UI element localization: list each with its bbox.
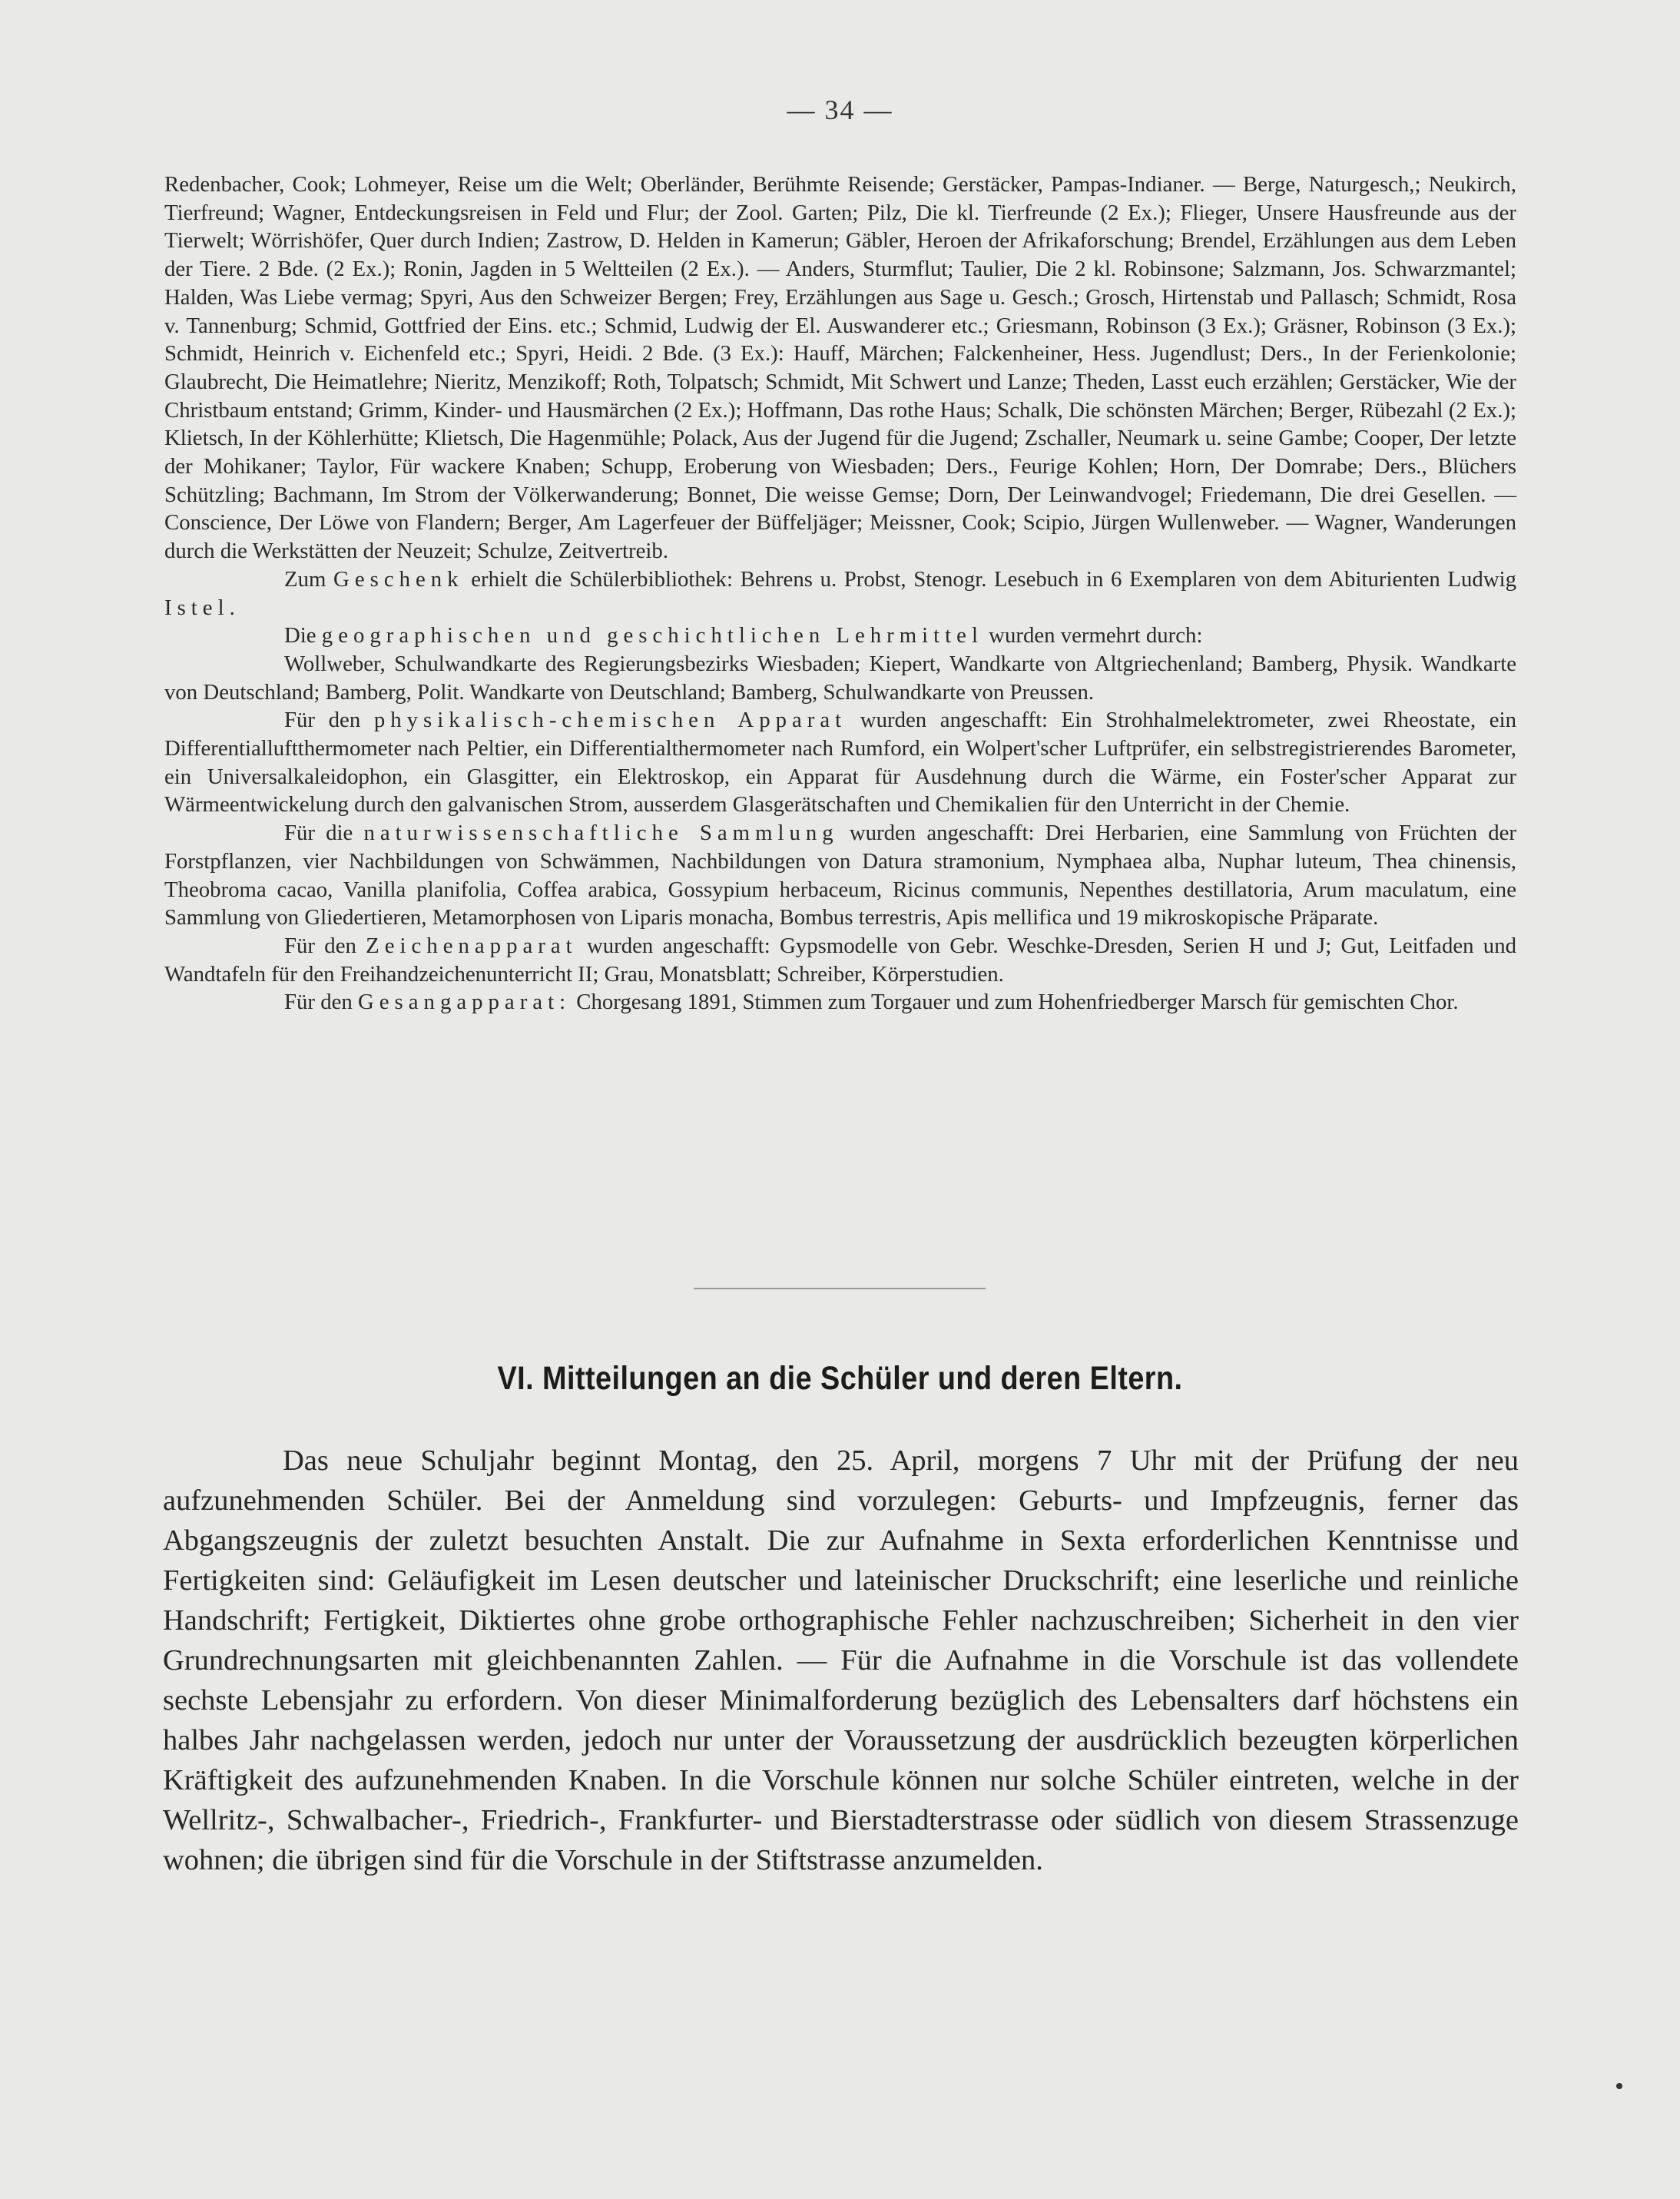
drawing-keyword: Zeichenapparat <box>366 933 578 958</box>
natural-science-keyword: naturwissenschaftliche Sammlung <box>363 821 839 846</box>
page-number: — 34 — <box>787 95 893 125</box>
singing-text: Chorgesang 1891, Stimmen zum Torgauer und zum Hohenfriedberger Marsch für gemischten Chor. <box>576 990 1459 1015</box>
geography-text: wurden vermehrt durch: <box>989 623 1203 648</box>
singing-intro: Für den <box>284 990 353 1015</box>
physics-keyword: physikalisch-chemischen Apparat <box>373 708 847 733</box>
singing-keyword: Gesangapparat: <box>357 990 572 1015</box>
geography-keyword: geographischen und geschichtlichen Lehrmittel <box>321 623 983 648</box>
print-speck <box>1616 2083 1622 2089</box>
maps-paragraph: Wollweber, Schulwandkarte des Regierungsbezirks Wiesbaden; Kiepert, Wandkarte von Altgriechenland; Bamberg, Physik. Wandkarte von Deutschland; Bamberg, Polit. Wandkarte von Deutschland; Bamberg, Schulwandkarte von Preussen. <box>164 651 1516 705</box>
physics-paragraph <box>164 706 1516 819</box>
gift-donor-name: Istel. <box>164 595 240 620</box>
singing-paragraph <box>164 988 1516 1017</box>
gift-paragraph <box>164 566 1516 622</box>
drawing-paragraph <box>164 932 1516 988</box>
geography-intro: Die <box>284 623 316 648</box>
physics-intro: Für den <box>284 708 361 733</box>
gift-keyword: Geschenk <box>333 566 464 592</box>
drawing-text: wurden angeschafft: Gypsmodelle von Gebr. Weschke-Dresden, Serien H und J; Gut, Leitfaden und Wandtafeln für den Freihandzeichenunterricht II; Grau, Monatsblatt; Schreiber, Körperstudien. <box>164 933 1517 987</box>
section-divider <box>694 1288 986 1289</box>
physics-text: wurden angeschafft: Ein Strohhalmelektrometer, zwei Rheostate, ein Differentialluftthermometer nach Peltier, ein Differentialthermometer nach Rumford, ein Wolpert'scher Luftprüfer, ein selbstregistrierendes Barometer, ein Universalkaleidophon, ein Glasgitter, ein Elektroskop, ein Apparat für Ausdehnung durch die Wärme, ein Foster'scher Apparat zur Wärmeentwickelung durch den galvanischen Strom, ausserdem Glasgerätschaften und Chemikalien für den Unterricht in der Chemie. <box>164 708 1516 818</box>
natural-science-text: wurden angeschafft: Drei Herbarien, eine Sammlung von Früchten der Forstpflanzen, vier Nachbildungen von Schwämmen, Nachbildungen von Datura stramonium, Nymphaea alba, Nuphar luteum, Thea chinensis, Theobroma cacao, Vanilla planifolia, Coffea arabica, Gossypium herbaceum, Ricinus communis, Nepenthes destillatoria, Arum maculatum, eine Sammlung von Gliedertieren, Metamorphosen von Liparis monacha, Bombus terrestris, Apis mellifica und 19 mikroskopische Präparate. <box>164 821 1517 930</box>
drawing-intro: Für den <box>284 933 356 958</box>
gift-intro: Zum <box>284 566 326 592</box>
geography-heading-paragraph <box>164 622 1516 650</box>
section-heading: VI. Mitteilungen an die Schüler und deren Eltern. <box>497 1360 1183 1397</box>
library-acquisitions-list <box>164 171 1516 1017</box>
section-body-paragraph: Das neue Schuljahr beginnt Montag, den 25. April, morgens 7 Uhr mit der Prüfung der neu aufzunehmenden Schüler. Bei der Anmeldung sind vorzulegen: Geburts- und Impfzeugnis, ferner das Abgangszeugnis der zuletzt besuchten Anstalt. Die zur Aufnahme in Sexta erforderlichen Kenntnisse und Fertigkeiten sind: Geläufigkeit im Lesen deutscher und lateinischer Druckschrift; eine leserliche und reinliche Handschrift; Fertigkeit, Diktiertes ohne grobe orthographische Fehler nachzuschreiben; Sicherheit in den vier Grundrechnungsarten mit gleichbenannten Zahlen. — Für die Aufnahme in die Vorschule ist das vollendete sechste Lebensjahr zu erfordern. Von dieser Minimalforderung bezüglich des Lebensalters darf höchstens ein halbes Jahr nachgelassen werden, jedoch nur unter der Voraussetzung der ausdrücklich bezeugten körperlichen Kräftigkeit des aufzunehmenden Knaben. In die Vorschule können nur solche Schüler eintreten, welche in der Wellritz-, Schwalbacher-, Friedrich-, Frankfurter- und Bierstadterstrasse oder südlich von diesem Strassenzuge wohnen; die übrigen sind für die Vorschule in der Stiftstrasse anzumelden. <box>163 1444 1519 1876</box>
natural-science-paragraph <box>164 819 1516 932</box>
natural-science-intro: Für die <box>284 821 353 846</box>
gift-text: erhielt die Schülerbibliothek: Behrens u. Probst, Stenogr. Lesebuch in 6 Exemplaren von dem Abiturienten Ludwig <box>471 566 1517 592</box>
book-list-paragraph: Redenbacher, Cook; Lohmeyer, Reise um die Welt; Oberländer, Berühmte Reisende; Gerstäcker, Pampas-Indianer. — Berge, Naturgesch,; Neukirch, Tierfreund; Wagner, Entdeckungsreisen in Feld und Flur; der Zool. Garten; Pilz, Die kl. Tierfreunde (2 Ex.); Flieger, Unsere Hausfreunde aus der Tierwelt; Wörrishöfer, Quer durch Indien; Zastrow, D. Helden in Kamerun; Gäbler, Heroen der Afrikaforschung; Brendel, Erzählungen aus dem Leben der Tiere. 2 Bde. (2 Ex.); Ronin, Jagden in 5 Weltteilen (2 Ex.). — Anders, Sturmflut; Taulier, Die 2 kl. Robinsone; Salzmann, Jos. Schwarzmantel; Halden, Was Liebe vermag; Spyri, Aus den Schweizer Bergen; Frey, Erzählungen aus Sage u. Gesch.; Grosch, Hirtenstab und Pallasch; Schmidt, Rosa v. Tannenburg; Schmid, Gottfried der Eins. etc.; Schmid, Ludwig der El. Auswanderer etc.; Griesmann, Robinson (3 Ex.); Gräsner, Robinson (3 Ex.); Schmidt, Heinrich v. Eichenfeld etc.; Spyri, Heidi. 2 Bde. (3 Ex.): Hauff, Märchen; Falckenheiner, Hess. Jugendlust; Ders., In der Ferienkolonie; Glaubrecht, Die Heimatlehre; Nieritz, Menzikoff; Roth, Tolpatsch; Schmidt, Mit Schwert und Lanze; Theden, Lasst euch erzählen; Gerstäcker, Wie der Christbaum entstand; Grimm, Kinder- und Hausmärchen (2 Ex.); Hoffmann, Das rothe Haus; Schalk, Die schönsten Märchen; Berger, Rübezahl (2 Ex.); Klietsch, In der Köhlerhütte; Klietsch, Die Hagenmühle; Polack, Aus der Jugend für die Jugend; Zschaller, Neumark u. seine Gambe; Cooper, Der letzte der Mohikaner; Taylor, Für wackere Knaben; Schupp, Eroberung von Wiesbaden; Ders., Feurige Kohlen; Horn, Der Domrabe; Ders., Blüchers Schützling; Bachmann, Im Strom der Völkerwanderung; Bonnet, Die weisse Gemse; Dorn, Der Leinwandvogel; Friedemann, Die drei Gesellen. — Conscience, Der Löwe von Flandern; Berger, Am Lagerfeuer der Büffeljäger; Meissner, Cook; Scipio, Jürgen Wullenweber. — Wagner, Wanderungen durch die Werkstätten der Neuzeit; Schulze, Zeitvertreib. <box>164 172 1516 564</box>
